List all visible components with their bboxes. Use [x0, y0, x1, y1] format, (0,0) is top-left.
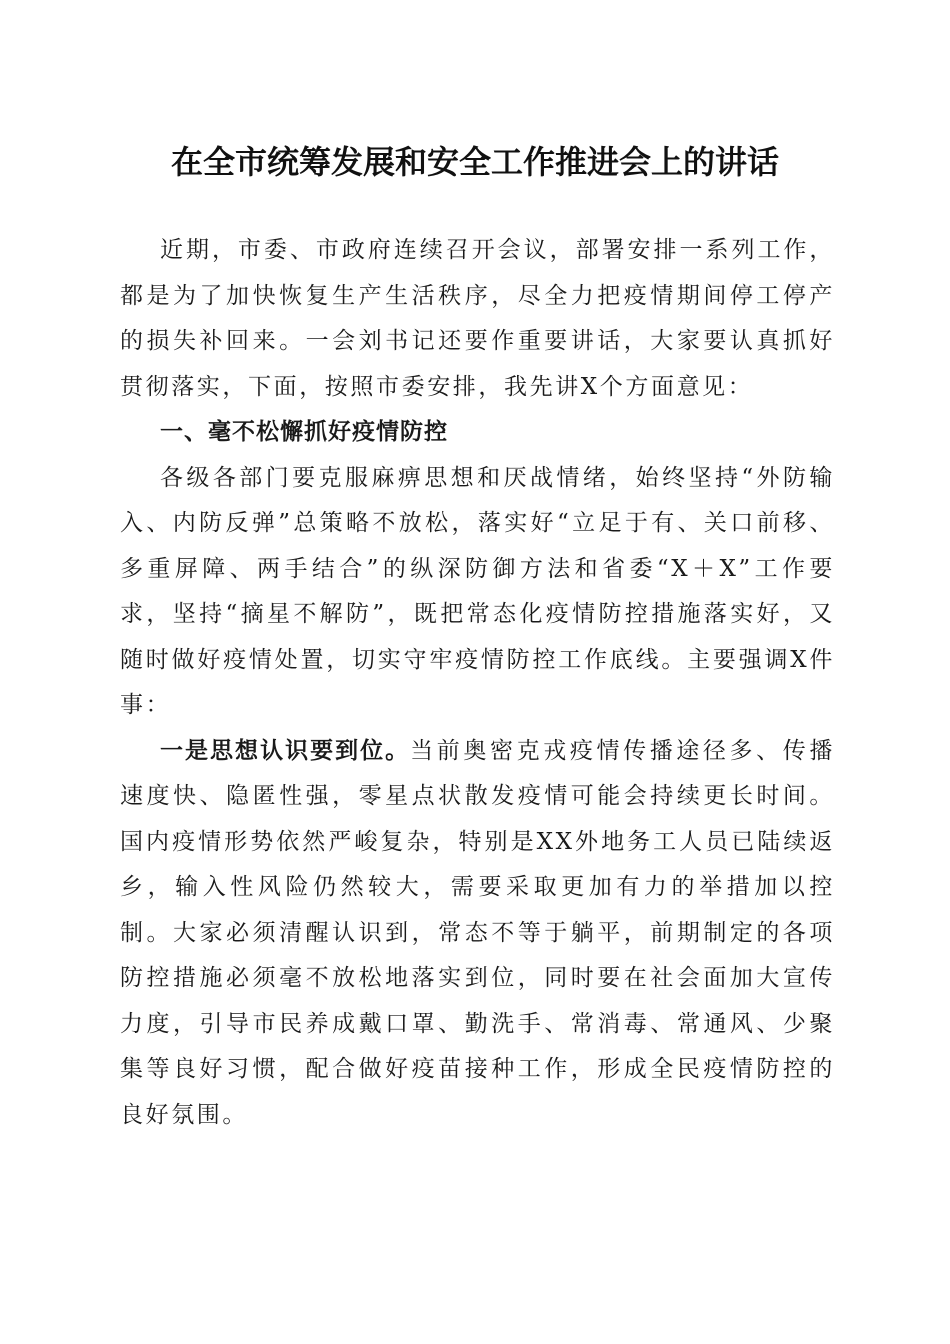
point-lead: 一是思想认识要到位。: [160, 737, 411, 764]
section-heading: 一、毫不松懈抓好疫情防控: [160, 419, 448, 445]
point-paragraph: [120, 729, 835, 1139]
document-title: 在全市统筹发展和安全工作推进会上的讲话: [170, 143, 779, 181]
point-body: 当前奥密克戎疫情传播途径多、传播速度快、隐匿性强，零星点状散发疫情可能会持续更长时间。国内疫情形势依然严峻复杂，特别是XX外地务工人员已陆续返乡，输入性风险仍然较大，需要采取更加有力的举措加以控制。大家必须清醒认识到，常态不等于躺平，前期制定的各项防控措施必须毫不放松地落实到位，同时要在社会面加大宣传力度，引导市民养成戴口罩、勤洗手、常消毒、常通风、少聚集等良好习惯，配合做好疫苗接种工作，形成全民疫情防控的良好氛围。: [120, 737, 835, 1128]
document-body: [120, 228, 835, 1138]
intro-paragraph: 近期，市委、市政府连续召开会议，部署安排一系列工作，都是为了加快恢复生产生活秩序，尽全力把疫情期间停工停产的损失补回来。一会刘书记还要作重要讲话，大家要认真抓好贯彻落实，下面，按照市委安排，我先讲X个方面意见：: [120, 237, 835, 400]
section-paragraph: 各级各部门要克服麻痹思想和厌战情绪，始终坚持“外防输入、内防反弹”总策略不放松，落实好“立足于有、关口前移、多重屏障、两手结合”的纵深防御方法和省委“X＋X”工作要求，坚持“摘星不解防”，既把常态化疫情防控措施落实好，又随时做好疫情处置，切实守牢疫情防控工作底线。主要强调X件事：: [120, 464, 835, 718]
